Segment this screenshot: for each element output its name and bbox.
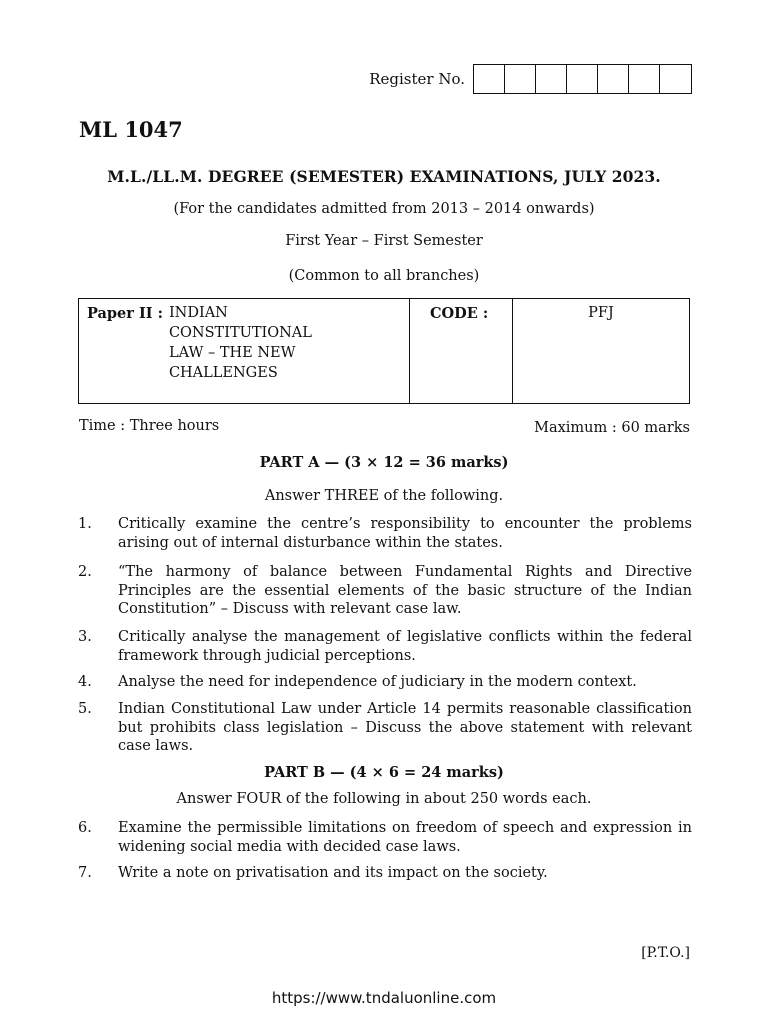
register-box[interactable] [567,65,598,93]
register-box[interactable] [598,65,629,93]
question-text: Write a note on privatisation and its impact on the society. [118,865,548,881]
question-number: 4. [78,674,92,690]
question-text: Critically analyse the management of legislative conflicts within the federal framework through judicial perceptions. [118,629,692,664]
paper-title-line: CHALLENGES [168,365,278,381]
paper-table [78,298,690,404]
part-a-instruction: Answer THREE of the following. [264,488,504,504]
paper-label: Paper II : [87,305,163,322]
question-item [78,864,692,883]
question-text: Indian Constitutional Law under Article 14 permits reasonable classification but prohibits class legislation – Discuss the above statement with relevant case laws. [118,701,692,754]
paper-code: ML 1047 [79,117,183,142]
register-box[interactable] [660,65,691,93]
question-item [78,515,692,552]
exam-duration: Time : Three hours [79,418,220,434]
maximum-marks: Maximum : 60 marks [534,420,690,436]
paper-title [169,303,312,397]
question-text: Examine the permissible limitations on freedom of speech and expression in widening social media with decided case laws. [118,820,692,855]
register-box[interactable] [474,65,505,93]
question-number: 5. [78,701,92,717]
register-box[interactable] [536,65,567,93]
question-item [78,700,692,756]
paper-title-line: INDIAN [168,305,228,321]
question-text: Analyse the need for independence of judiciary in the modern context. [118,674,637,690]
question-item [78,628,692,665]
part-b-instruction: Answer FOUR of the following in about 250 words each. [176,791,592,807]
year-semester: First Year – First Semester [285,233,483,249]
question-item [78,819,692,856]
paper-title-line: CONSTITUTIONAL [168,325,312,341]
question-item [78,563,692,619]
branches-note: (Common to all branches) [288,268,480,284]
question-number: 2. [78,564,92,580]
register-number-field [369,64,692,94]
code-label: CODE : [410,299,513,403]
question-text: “The harmony of balance between Fundamental Rights and Directive Principles are the essential elements of the basic structure of the Indian Constitution” – Discuss with relevant case law. [118,564,692,617]
admitted-note: (For the candidates admitted from 2013 – 2014 onwards) [173,201,595,217]
degree-title: M.L./LL.M. DEGREE (SEMESTER) EXAMINATIONS, JULY 2023. [107,167,661,186]
register-box[interactable] [629,65,660,93]
pto-note: [P.T.O.] [641,945,690,961]
register-label: Register No. [369,70,465,88]
question-number: 3. [78,629,92,645]
register-boxes [473,64,692,94]
footer-url[interactable]: https://www.tndaluonline.com [271,989,497,1007]
paper-title-line: LAW – THE NEW [168,345,296,361]
question-number: 6. [78,820,92,836]
question-item [78,673,692,692]
paper-cell [79,299,410,403]
code-value: PFJ [588,305,614,321]
question-number: 1. [78,516,92,532]
register-box[interactable] [505,65,536,93]
question-number: 7. [78,865,92,881]
question-text: Critically examine the centre’s responsibility to encounter the problems arising out of internal disturbance within the states. [118,516,692,551]
part-b-heading: PART B — (4 × 6 = 24 marks) [264,764,504,781]
part-a-heading: PART A — (3 × 12 = 36 marks) [259,454,509,471]
